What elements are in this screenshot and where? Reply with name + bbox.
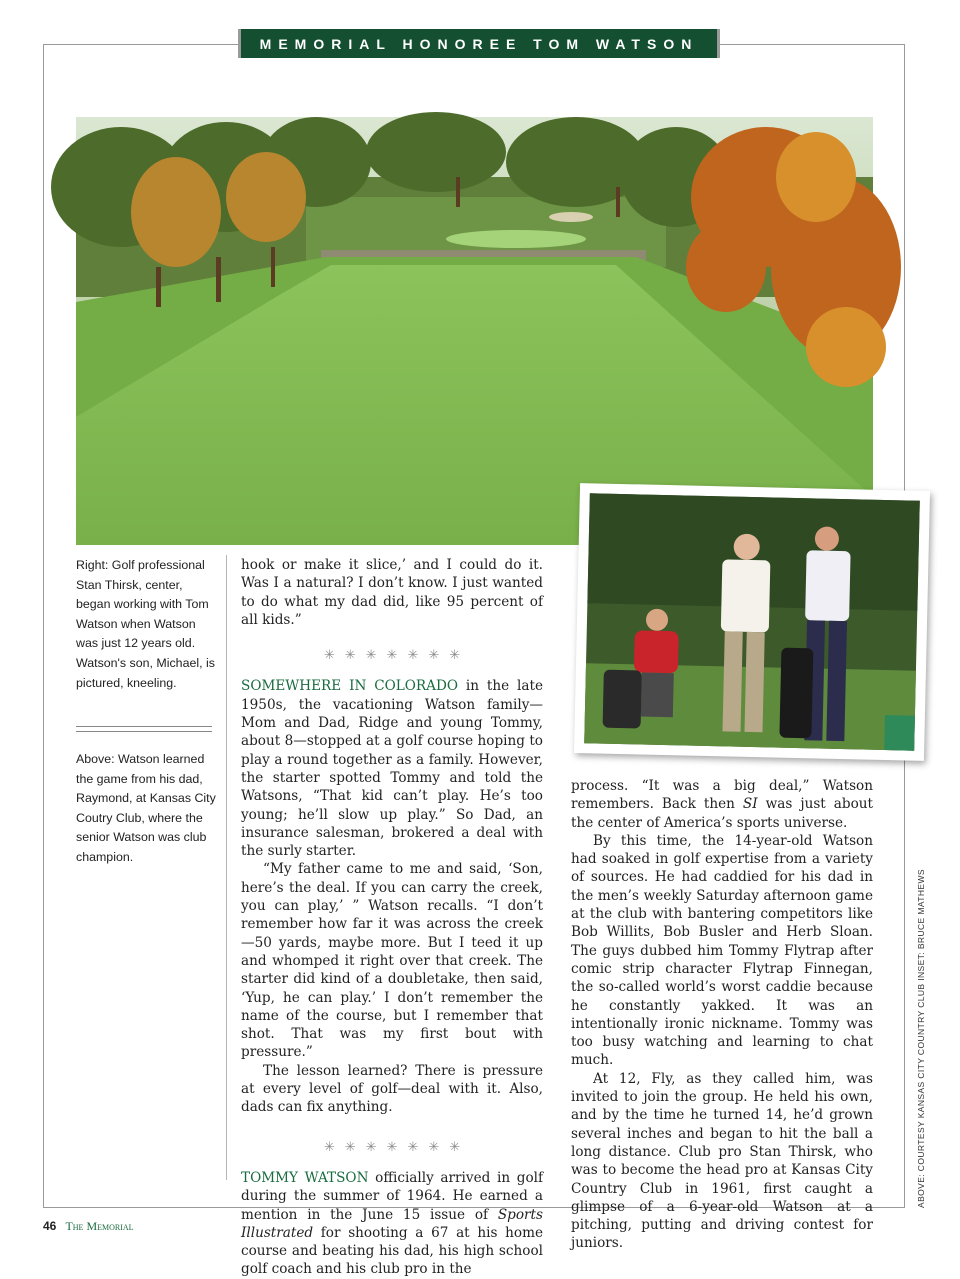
- paragraph: “My father came to me and said, ‘Son, here’s the deal. If you can carry the creek, you can play,’ ” Watson recalls. “I don’t remember how far it was across the creek—50 yards, maybe more. But I teed it up and whomped it right over that creek. The starter did kind of a doubletake, then said, ‘Yup, he can play.’ I don’t remember the name of the course, but I remember that shot. That was my first bout with pressure.”: [241, 861, 543, 1061]
- paragraph: TOMMY WATSON officially arrived in golf during the summer of 1964. He earned a mention in the June 15 issue of Sports Illustrated for shooting a 67 at his home course and beating his dad, his high school golf coach and his club pro in the: [241, 1169, 544, 1278]
- banner-title: MEMORIAL HONOREE TOM WATSON: [259, 35, 699, 52]
- section-lead: TOMMY WATSON: [241, 1169, 369, 1186]
- caption-above: Above: Watson learned the game from his dad, Raymond, at Kansas City Coutry Club, where the senior Watson was club champion.: [76, 752, 216, 864]
- asterisk-icon: ✳✳✳✳✳✳✳: [323, 648, 471, 664]
- watson-group-image: [584, 493, 920, 750]
- page-footer: [43, 1215, 134, 1234]
- page-number: 46: [43, 1219, 57, 1233]
- paragraph: The lesson learned? There is pressure at every level of golf—deal with it. Also, dads can fix anything.: [241, 1062, 543, 1116]
- paragraph: By this time, the 14-year-old Watson had soaked in golf expertise from a variety of sources. He had caddied for his dad in the men’s weekly Saturday afternoon game at the club with bantering competitors like Bob Willits, Bob Busler and Herb Sloan. The guys dubbed him Tommy Flytrap after comic strip character Flytrap Finnegan, the so-called world’s worst caddie because he constantly yakked. It was an intentionally ironic nickname. Tommy was too busy watching and learning to chat much.: [571, 832, 873, 1069]
- article-column-1: [241, 556, 543, 1279]
- publication-name: The Memorial: [65, 1219, 134, 1233]
- article-column-2: [571, 777, 873, 1253]
- section-lead: SOMEWHERE IN COLORADO: [241, 678, 459, 695]
- photo-credit: ABOVE: COURTESY KANSAS CITY COUNTRY CLUB INSET: BRUCE MATHEWS: [916, 869, 926, 1208]
- caption-divider: [76, 726, 212, 732]
- caption-right: Right: Golf professional Stan Thirsk, center, began working with Tom Watson when Watson was just 12 years old. Watson's son, Michael, is pictured, kneeling.: [76, 558, 215, 690]
- asterisk-icon: ✳✳✳✳✳✳✳: [323, 1139, 471, 1155]
- inset-photo: [574, 483, 930, 761]
- column-rule: [226, 555, 227, 1180]
- paragraph: SOMEWHERE IN COLORADO in the late 1950s, the vacationing Watson family—Mom and Dad, Ridge and young Tommy, about 8—stopped at a golf course hoping to play a round together as a family. However, the starter spotted Tommy and told the Watsons, “That kid can’t play. He’s too young; he’ll slow up play.” So Dad, an insurance salesman, brokered a deal with the surly starter.: [241, 678, 543, 860]
- paragraph: process. “It was a big deal,” Watson remembers. Back then SI was just about the center of America’s sports universe.: [571, 778, 873, 831]
- paragraph: At 12, Fly, as they called him, was invited to join the group. He held his own, and by the time he turned 14, he’d grown several inches and began to hit the ball a long distance. Club pro Stan Thirsk, who was to become the head pro at Kansas City Country Club in 1961, first caught a glimpse of a 6-year-old Watson at a pitching, putting and driving contest for juniors.: [571, 1070, 873, 1252]
- fairway-image: [76, 117, 873, 545]
- paragraph: hook or make it slice,’ and I could do it. Was I a natural? I don’t know. I just wanted to do what my dad did, like 95 percent of all kids.”: [241, 557, 543, 628]
- golf-course-photo: [76, 117, 873, 545]
- section-banner: [238, 29, 720, 58]
